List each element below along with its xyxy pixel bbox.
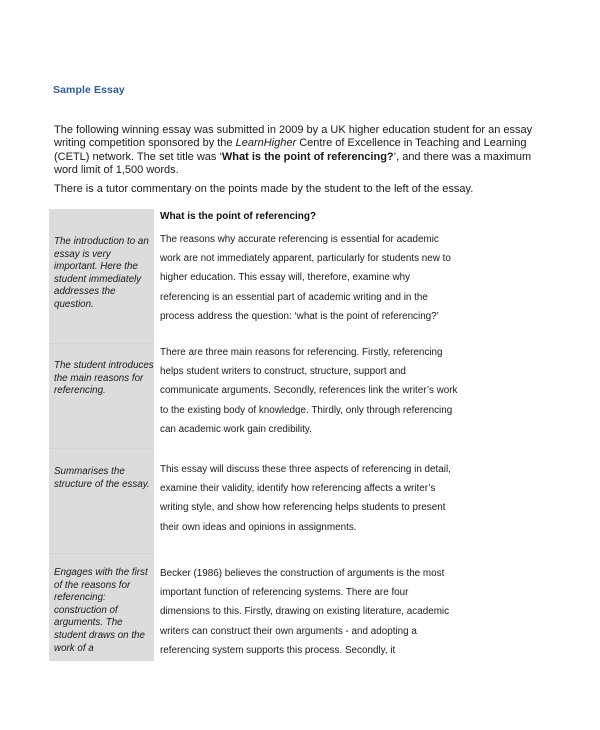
- essay-title: What is the point of referencing?: [160, 211, 317, 222]
- tutor-comment: Summarises the structure of the essay.: [54, 466, 150, 490]
- tutor-comment: The student introduces the main reasons for referencing.: [54, 360, 154, 397]
- intro-text-3: ’, and there was a maximum word limit of 1,500 words.: [54, 150, 532, 177]
- essay-paragraph: Becker (1986) believes the construction of arguments is the most important function of referencing systems. There are four dimensions to this. Firstly, drawing on existing literature, academic writers can construct their own arguments - and adopting a referencing system supports this process. Secondly, it: [160, 568, 450, 656]
- intro-italic-learnhigher: LearnHigher: [235, 137, 297, 150]
- intro-text-2: Centre of Excellence in Teaching and Learning (CETL) network. The set title was ‘: [54, 137, 527, 163]
- intro-bold-title: What is the point of referencing?: [221, 150, 394, 163]
- commentary-divider: [49, 553, 154, 554]
- tutor-comment: Engages with the first of the reasons for referencing: construction of arguments. The student draws on the work of a: [54, 567, 148, 654]
- tutor-commentary-note: There is a tutor commentary on the points made by the student to the left of the essay.: [54, 183, 474, 195]
- essay-paragraph: The reasons why accurate referencing is essential for academic work are not immediately apparent, particularly for students new to higher education. This essay will, therefore, examine why referencing is an essential part of academic writing and in the process address the question: ‘what is the point of referencing?’: [160, 234, 451, 322]
- commentary-divider: [49, 343, 154, 344]
- page-heading: Sample Essay: [53, 84, 125, 96]
- tutor-comment: The introduction to an essay is very important. Here the student immediately addresses the question.: [54, 236, 149, 310]
- essay-paragraph: There are three main reasons for referencing. Firstly, referencing helps student writers to construct, structure, support and communicate arguments. Secondly, references link the writer’s work to the existing body of knowledge. Thirdly, only through referencing can academic work gain credibility.: [160, 347, 458, 435]
- intro-paragraph: [54, 124, 554, 178]
- intro-text-1: The following winning essay was submitted in 2009 by a UK higher education student for an essay writing competition sponsored by the: [54, 124, 533, 150]
- essay-paragraph: This essay will discuss these three aspects of referencing in detail, examine their validity, identify how referencing affects a writer’s writing style, and show how referencing helps students to present their own ideas and opinions in assignments.: [160, 464, 451, 533]
- commentary-divider: [49, 448, 154, 449]
